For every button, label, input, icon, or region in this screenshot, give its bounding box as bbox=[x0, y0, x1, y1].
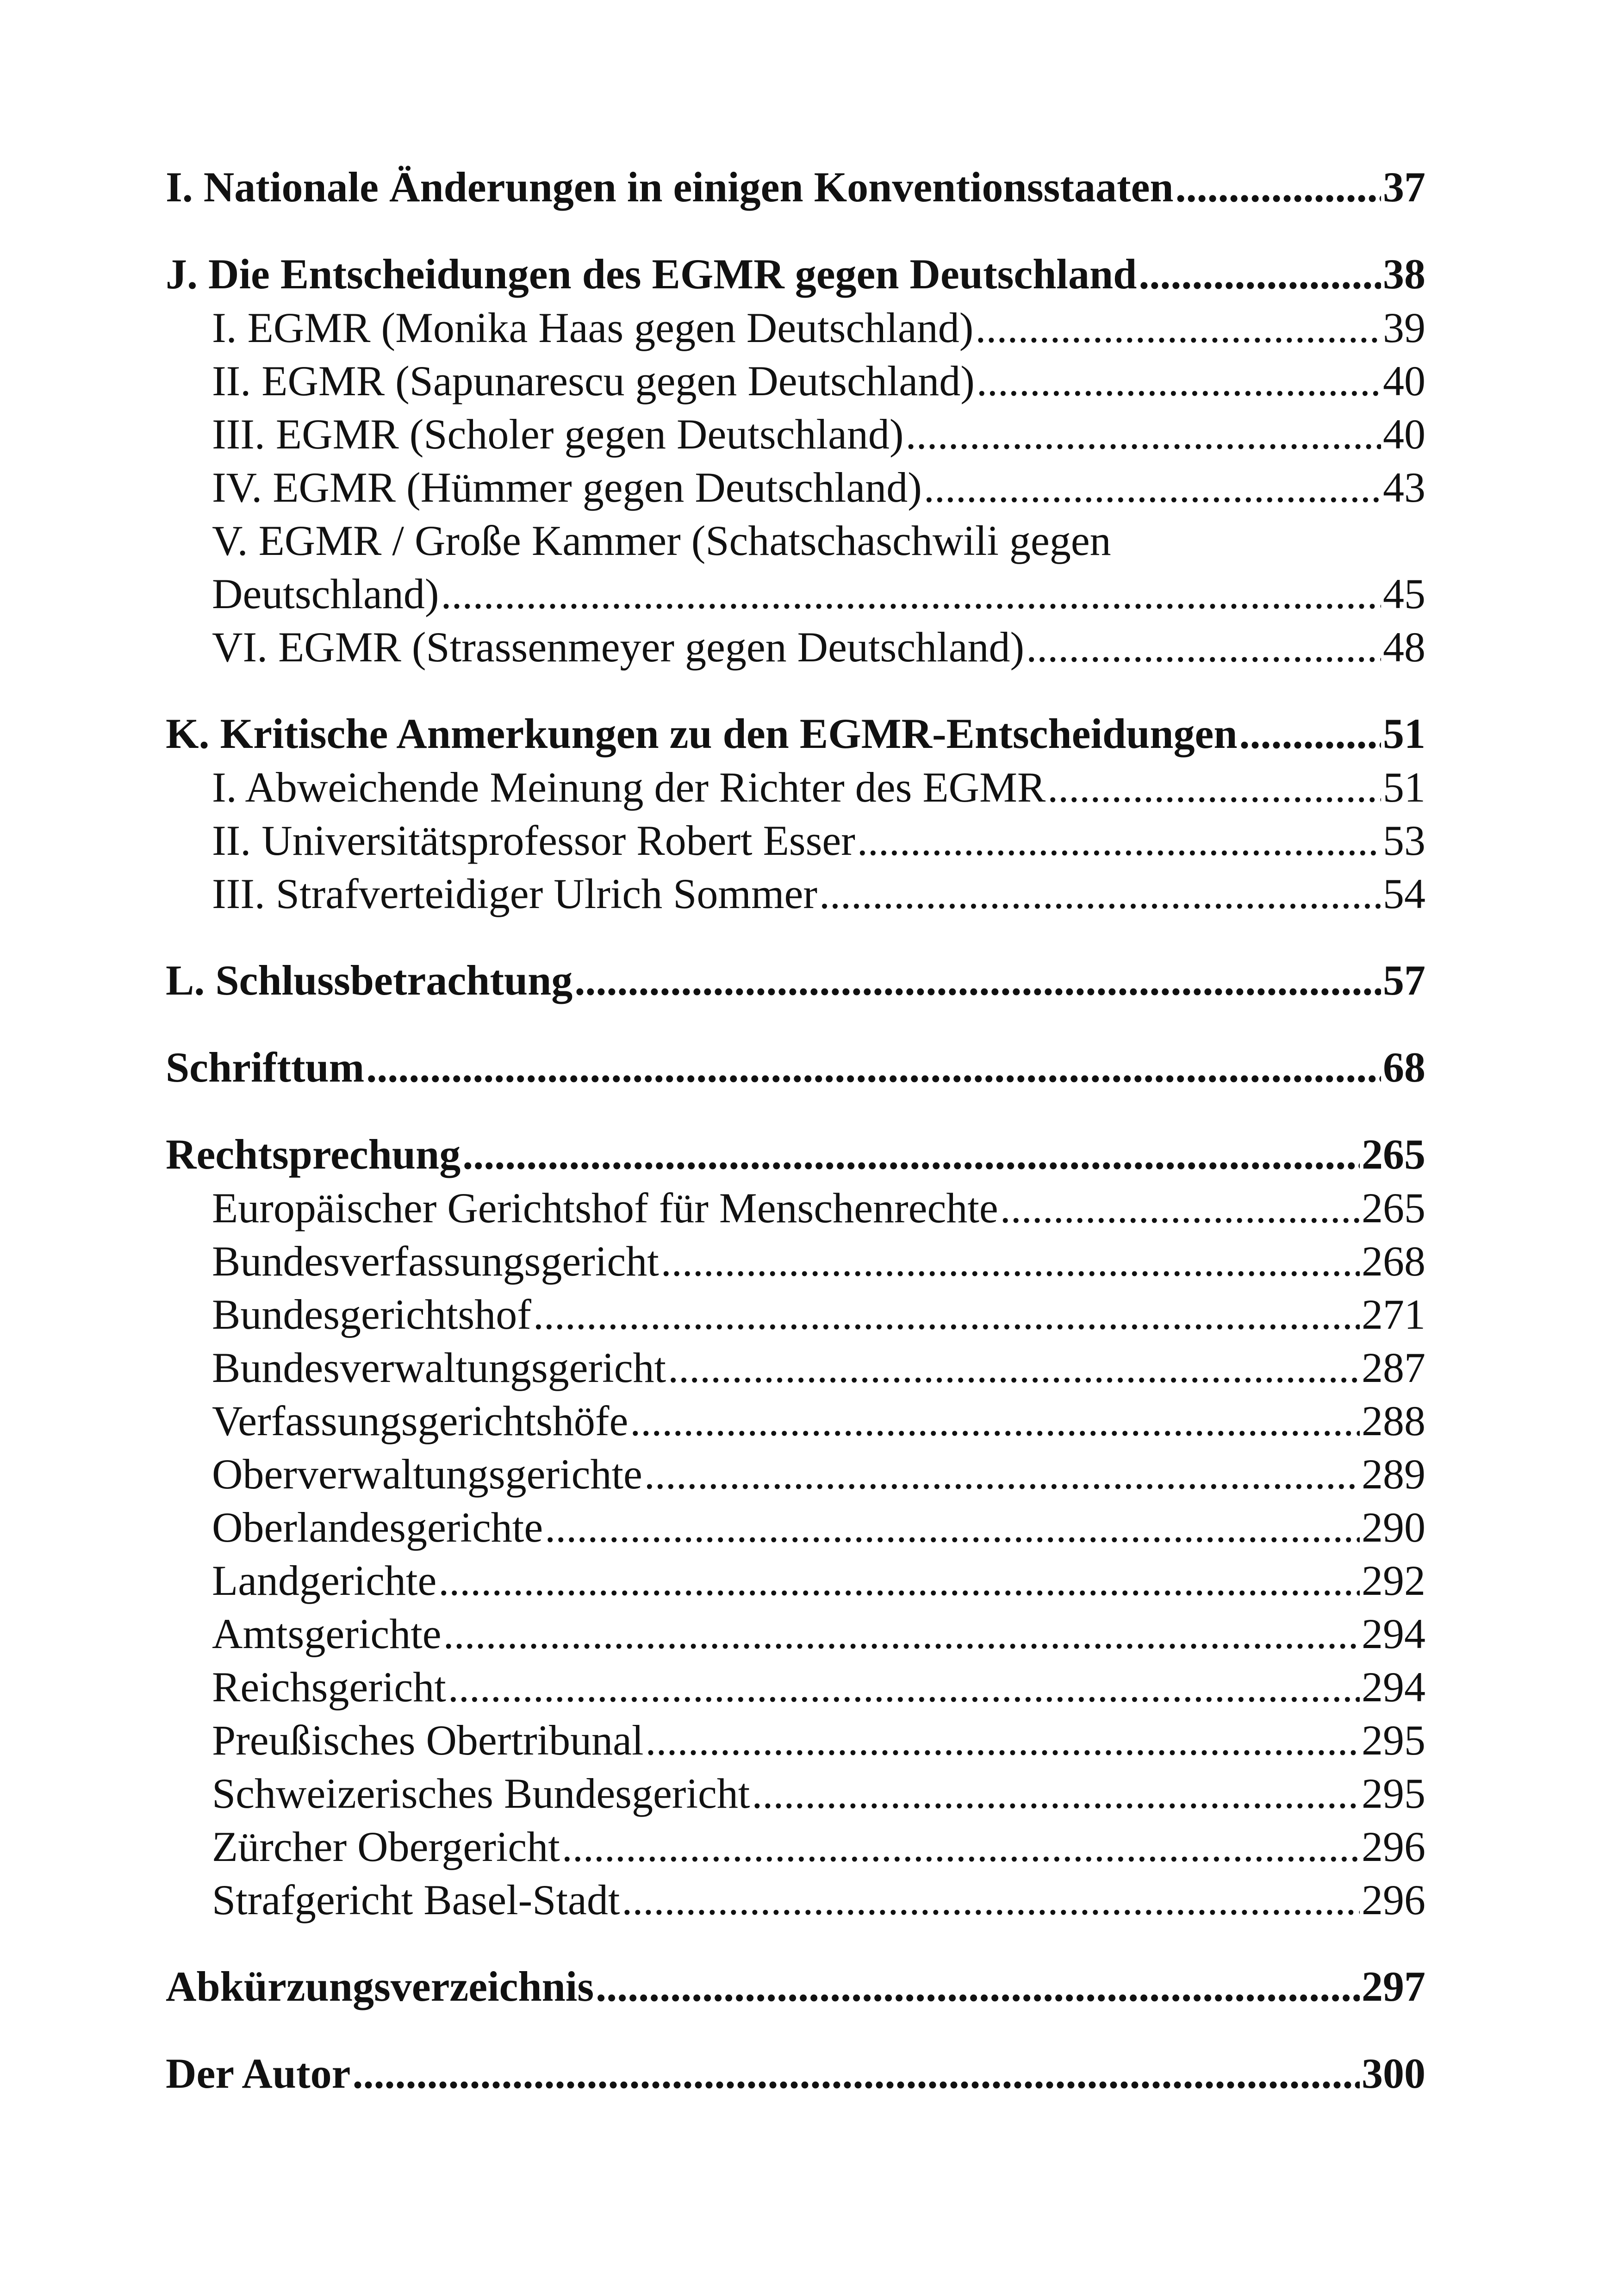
toc-entry-sub[interactable] bbox=[166, 1661, 1425, 1714]
toc-entry-page: 40 bbox=[1383, 357, 1425, 404]
toc-entry-sub[interactable] bbox=[166, 1554, 1425, 1607]
toc-entry-title: K. Kritische Anmerkungen zu den EGMR-Entscheidungen bbox=[166, 710, 1238, 757]
toc-entry-page: 53 bbox=[1383, 817, 1425, 864]
toc-entry-page: 45 bbox=[1383, 570, 1425, 617]
toc-entry-sub[interactable] bbox=[166, 1235, 1425, 1288]
toc-entry-page: 288 bbox=[1362, 1397, 1425, 1444]
toc-entry-title: L. Schlussbetrachtung bbox=[166, 957, 573, 1004]
toc-entry-sub[interactable] bbox=[166, 355, 1425, 408]
toc-entry-sub[interactable] bbox=[166, 1288, 1425, 1341]
toc-entry-sub[interactable] bbox=[166, 1501, 1425, 1554]
dot-leader bbox=[668, 1341, 1360, 1394]
dot-leader bbox=[1239, 706, 1381, 761]
toc-entry-page: 268 bbox=[1362, 1238, 1425, 1285]
dot-leader bbox=[462, 1127, 1360, 1182]
toc-entry-title: III. EGMR (Scholer gegen Deutschland) bbox=[212, 411, 904, 458]
dot-leader bbox=[1139, 247, 1381, 301]
dot-leader bbox=[533, 1288, 1360, 1341]
toc-entry-title: Schweizerisches Bundesgericht bbox=[212, 1770, 750, 1817]
toc-entry-page: 51 bbox=[1383, 764, 1425, 811]
dot-leader bbox=[1047, 761, 1381, 814]
toc-entry-page: 37 bbox=[1383, 163, 1425, 211]
toc-entry-sub[interactable] bbox=[166, 408, 1425, 461]
toc-entry-heading[interactable] bbox=[166, 160, 1425, 214]
toc-entry-sub[interactable] bbox=[166, 1182, 1425, 1235]
dot-leader bbox=[752, 1767, 1360, 1820]
dot-leader bbox=[1026, 621, 1381, 674]
toc-entry-heading[interactable] bbox=[166, 2046, 1425, 2101]
toc-entry-sub[interactable] bbox=[166, 621, 1425, 674]
dot-leader bbox=[644, 1448, 1360, 1501]
dot-leader bbox=[857, 814, 1381, 867]
toc-entry-sub[interactable] bbox=[166, 1394, 1425, 1448]
dot-leader bbox=[443, 1607, 1360, 1661]
toc-entry-title: IV. EGMR (Hümmer gegen Deutschland) bbox=[212, 464, 922, 511]
toc-entry-page: 39 bbox=[1383, 304, 1425, 351]
toc-entry-page: 271 bbox=[1362, 1291, 1425, 1338]
toc-entry-title: Abkürzungsverzeichnis bbox=[166, 1963, 594, 2010]
dot-leader bbox=[661, 1235, 1360, 1288]
toc-entry-heading[interactable] bbox=[166, 247, 1425, 301]
toc-entry-page: 294 bbox=[1362, 1663, 1425, 1711]
toc-entry-page: 68 bbox=[1383, 1044, 1425, 1091]
toc-entry-title: Bundesverwaltungsgericht bbox=[212, 1344, 666, 1391]
dot-leader bbox=[924, 461, 1381, 514]
toc-entry-title: Preußisches Obertribunal bbox=[212, 1717, 644, 1764]
toc-entry-title: Rechtsprechung bbox=[166, 1131, 461, 1178]
dot-leader bbox=[441, 567, 1381, 621]
toc-entry-title: Deutschland) bbox=[212, 570, 439, 617]
dot-leader bbox=[596, 1959, 1360, 2014]
dot-leader bbox=[975, 301, 1381, 355]
toc-entry-page: 48 bbox=[1383, 623, 1425, 671]
toc-entry-title: I. EGMR (Monika Haas gegen Deutschland) bbox=[212, 304, 974, 351]
toc-entry-page: 295 bbox=[1362, 1770, 1425, 1817]
toc-entry-page: 38 bbox=[1383, 250, 1425, 298]
toc-entry-page: 57 bbox=[1383, 957, 1425, 1004]
toc-entry-title: I. Abweichende Meinung der Richter des EGMR bbox=[212, 764, 1046, 811]
dot-leader bbox=[977, 355, 1381, 408]
toc-entry-page: 40 bbox=[1383, 411, 1425, 458]
toc-entry-page: 296 bbox=[1362, 1876, 1425, 1923]
toc-entry-title: II. Universitätsprofessor Robert Esser bbox=[212, 817, 855, 864]
toc-entry-title: Bundesverfassungsgericht bbox=[212, 1238, 659, 1285]
toc-entry-title: III. Strafverteidiger Ulrich Sommer bbox=[212, 870, 817, 917]
dot-leader bbox=[819, 867, 1381, 921]
toc-entry-title: Bundesgerichtshof bbox=[212, 1291, 531, 1338]
toc-entry-page: 300 bbox=[1362, 2050, 1425, 2097]
toc-entry-sub[interactable] bbox=[166, 1820, 1425, 1873]
dot-leader bbox=[630, 1394, 1360, 1448]
toc-entry-sub[interactable] bbox=[166, 301, 1425, 355]
toc-entry-sub[interactable] bbox=[166, 1714, 1425, 1767]
dot-leader bbox=[562, 1820, 1360, 1873]
toc-entry-title: Amtsgerichte bbox=[212, 1610, 442, 1657]
toc-entry-sub-line1[interactable] bbox=[166, 514, 1425, 567]
toc-entry-title: I. Nationale Änderungen in einigen Konventionsstaaten bbox=[166, 163, 1174, 211]
dot-leader bbox=[545, 1501, 1360, 1554]
toc-entry-title: J. Die Entscheidungen des EGMR gegen Deutschland bbox=[166, 250, 1137, 298]
toc-entry-heading[interactable] bbox=[166, 1040, 1425, 1095]
toc-entry-page: 297 bbox=[1362, 1963, 1425, 2010]
dot-leader bbox=[438, 1554, 1360, 1607]
toc-entry-page: 51 bbox=[1383, 710, 1425, 757]
toc-entry-sub[interactable] bbox=[166, 567, 1425, 621]
dot-leader bbox=[1000, 1182, 1360, 1235]
toc-entry-page: 295 bbox=[1362, 1717, 1425, 1764]
toc-entry-page: 290 bbox=[1362, 1504, 1425, 1551]
toc-entry-title: II. EGMR (Sapunarescu gegen Deutschland) bbox=[212, 357, 975, 404]
toc-entry-heading[interactable] bbox=[166, 953, 1425, 1008]
toc-entry-title: Der Autor bbox=[166, 2050, 351, 2097]
toc-entry-sub[interactable] bbox=[166, 1873, 1425, 1927]
toc-entry-title: Oberlandesgerichte bbox=[212, 1504, 543, 1551]
toc-entry-title: Landgerichte bbox=[212, 1557, 437, 1604]
toc-entry-sub[interactable] bbox=[166, 814, 1425, 867]
toc-entry-sub[interactable] bbox=[166, 761, 1425, 814]
toc-entry-heading[interactable] bbox=[166, 1127, 1425, 1182]
toc-entry-title: Oberverwaltungsgerichte bbox=[212, 1450, 642, 1498]
toc-entry-title: Reichsgericht bbox=[212, 1663, 446, 1711]
toc-entry-page: 296 bbox=[1362, 1823, 1425, 1870]
dot-leader bbox=[1176, 160, 1381, 214]
toc-entry-title: Schrifttum bbox=[166, 1044, 365, 1091]
toc-entry-page: 289 bbox=[1362, 1450, 1425, 1498]
toc-entry-sub[interactable] bbox=[166, 1448, 1425, 1501]
toc-entry-page: 287 bbox=[1362, 1344, 1425, 1391]
toc-entry-title: Zürcher Obergericht bbox=[212, 1823, 560, 1870]
toc-entry-sub[interactable] bbox=[166, 867, 1425, 921]
dot-leader bbox=[448, 1661, 1360, 1714]
dot-leader bbox=[366, 1040, 1381, 1095]
dot-leader bbox=[622, 1873, 1360, 1927]
dot-leader bbox=[352, 2046, 1360, 2101]
dot-leader bbox=[646, 1714, 1360, 1767]
dot-leader bbox=[906, 408, 1381, 461]
toc-entry-page: 54 bbox=[1383, 870, 1425, 917]
toc-entry-title: Europäischer Gerichtshof für Menschenrechte bbox=[212, 1184, 998, 1232]
table-of-contents bbox=[166, 160, 1425, 2101]
toc-entry-page: 43 bbox=[1383, 464, 1425, 511]
toc-entry-page: 294 bbox=[1362, 1610, 1425, 1657]
toc-entry-page: 292 bbox=[1362, 1557, 1425, 1604]
toc-entry-page: 265 bbox=[1362, 1131, 1425, 1178]
toc-entry-title: Strafgericht Basel-Stadt bbox=[212, 1876, 620, 1923]
toc-entry-title-line1: V. EGMR / Große Kammer (Schatschaschwili gegen bbox=[212, 517, 1111, 564]
toc-entry-sub[interactable] bbox=[166, 1607, 1425, 1661]
toc-entry-sub[interactable] bbox=[166, 461, 1425, 514]
toc-entry-title: VI. EGMR (Strassenmeyer gegen Deutschland) bbox=[212, 623, 1025, 671]
toc-entry-title: Verfassungsgerichtshöfe bbox=[212, 1397, 629, 1444]
toc-entry-page: 265 bbox=[1362, 1184, 1425, 1232]
toc-entry-sub[interactable] bbox=[166, 1341, 1425, 1394]
toc-entry-sub[interactable] bbox=[166, 1767, 1425, 1820]
toc-entry-heading[interactable] bbox=[166, 706, 1425, 761]
toc-entry-heading[interactable] bbox=[166, 1959, 1425, 2014]
dot-leader bbox=[574, 953, 1381, 1008]
